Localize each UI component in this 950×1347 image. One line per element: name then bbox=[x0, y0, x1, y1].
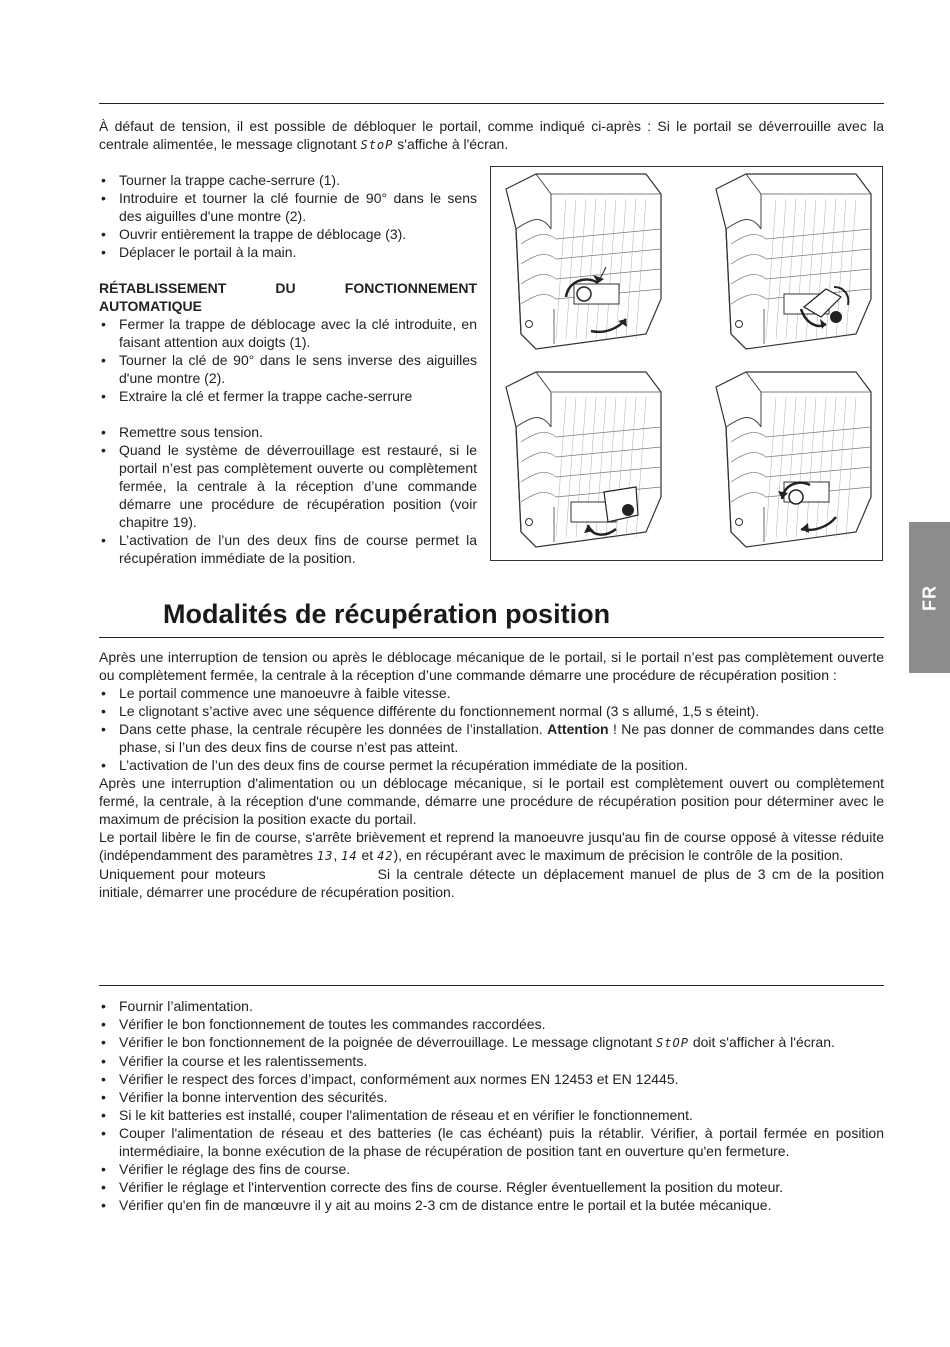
top-rule bbox=[99, 103, 884, 104]
restore-section bbox=[99, 279, 477, 567]
restore-title bbox=[99, 279, 477, 315]
list-item: • Vérifier le bon fonctionnement de toutes les commandes raccordées. bbox=[99, 1015, 884, 1033]
restore-title-line2: AUTOMATIQUE bbox=[99, 298, 202, 314]
check-text-after: doit s'afficher à l'écran. bbox=[692, 1034, 835, 1050]
list-item: • Le portail commence une manoeuvre à faible vitesse. bbox=[99, 684, 884, 702]
and-word: et bbox=[361, 847, 374, 863]
panel-2 bbox=[716, 174, 871, 349]
list-item: • Vérifier qu'en fin de manœuvre il y ait au moins 2-3 cm de distance entre le portail et la butée mécanique. bbox=[99, 1196, 884, 1214]
section-body bbox=[99, 648, 884, 901]
unlock-steps-list bbox=[99, 171, 477, 261]
list-item: • Tourner la clé de 90° dans le sens inverse des aiguilles d'une montre (2). bbox=[99, 351, 477, 387]
list-item: • Fournir l’alimentation. bbox=[99, 997, 884, 1015]
language-tab-label: FR bbox=[919, 584, 939, 611]
list-item: • L’activation de l’un des deux fins de course permet la récupération immédiate de la position. bbox=[99, 756, 884, 774]
panel-1 bbox=[506, 174, 661, 349]
list-item: • Vérifier la bonne intervention des sécurités. bbox=[99, 1088, 884, 1106]
panel-4 bbox=[716, 372, 871, 547]
list-item: • Si le kit batteries est installé, couper l'alimentation de réseau et en vérifier le fonctionnement. bbox=[99, 1106, 884, 1124]
list-item: • Remettre sous tension. bbox=[99, 423, 477, 441]
panel-3 bbox=[506, 372, 661, 547]
intro-text-before: À défaut de tension, il est possible de débloquer le portail, comme indiqué ci-après : Si le portail se déverrouille avec la centrale alimentée, le message clignotant bbox=[99, 118, 884, 152]
bullet-text-after: ! Ne pas donner de commandes dans cette phase, si l’un des deux fins de course n’est pas atteint. bbox=[119, 721, 885, 755]
list-item: • Déplacer le portail à la main. bbox=[99, 243, 477, 261]
restore-steps-a bbox=[99, 315, 477, 405]
stop-code: StoP bbox=[360, 138, 394, 152]
checks-list bbox=[99, 997, 884, 1214]
list-item: • Couper l'alimentation de réseau et des batteries (le cas échéant) puis la rétablir. Vérifier, à portail fermée en position intermédiaire, la bonne exécution de la phase de récupération de position tant en ouverture qu'en fermeture. bbox=[99, 1124, 884, 1160]
para4-start: Uniquement pour moteurs bbox=[99, 866, 266, 882]
param-code-2: 14 bbox=[341, 849, 358, 863]
unlock-steps bbox=[99, 171, 477, 261]
list-item: • Vérifier le réglage des fins de course. bbox=[99, 1160, 884, 1178]
para3-after: ), en récupérant avec le maximum de précision le contrôle de la position. bbox=[393, 847, 844, 863]
list-item: • Quand le système de déverrouillage est restauré, si le portail n’est pas complètement ouverte ou complètement fermée, la centrale à la réception d’une commande démarre une procédure de récupération position (voir chapitre 19). bbox=[99, 441, 477, 531]
section-rule bbox=[99, 637, 884, 638]
param-code-1: 13 bbox=[316, 849, 334, 863]
list-item: • Vérifier la course et les ralentissements. bbox=[99, 1052, 884, 1070]
unlock-illustration-drawing bbox=[491, 167, 882, 560]
param-code-3: 42 bbox=[377, 849, 394, 863]
list-item bbox=[99, 1033, 884, 1052]
section-para1: Après une interruption de tension ou après le déblocage mécanique de le portail, si le portail n’est pas complètement ouverte ou complètement fermée, la centrale à la réception d’une commande démarre une procédure de récupération position : bbox=[99, 649, 884, 683]
section-bullets bbox=[99, 684, 884, 774]
stop-code-2: StOP bbox=[656, 1036, 689, 1050]
section-para4 bbox=[99, 865, 884, 901]
list-item: • Extraire la clé et fermer la trappe cache-serrure bbox=[99, 387, 477, 405]
para4-rest: Si la centrale détecte un déplacement manuel de plus de 3 cm de la position initiale, démarrer une procédure de récupération position. bbox=[99, 866, 884, 900]
check-text-before: Vérifier le bon fonctionnement de la poignée de déverrouillage. Le message clignotant bbox=[119, 1034, 653, 1050]
list-item: • Tourner la trappe cache-serrure (1). bbox=[99, 171, 477, 189]
list-item: • L’activation de l’un des deux fins de course permet la récupération immédiate de la position. bbox=[99, 531, 477, 567]
intro-paragraph bbox=[99, 117, 884, 154]
list-item: • Fermer la trappe de déblocage avec la clé introduite, en faisant attention aux doigts (1). bbox=[99, 315, 477, 351]
restore-title-line1: RÉTABLISSEMENT DU FONCTIONNEMENT bbox=[99, 280, 477, 296]
list-item bbox=[99, 720, 884, 756]
list-item: • Le clignotant s’active avec une séquence différente du fonctionnement normal (3 s allumé, 1,5 s éteint). bbox=[99, 702, 884, 720]
section-para2: Après une interruption d'alimentation ou un déblocage mécanique, si le portail est complètement ouvert ou complètement fermé, la centrale, à la réception d'une commande, démarre une procédure de récupération position pour déterminer avec le maximum de précision la position exacte du portail. bbox=[99, 775, 884, 827]
list-item: • Introduire et tourner la clé fournie de 90° dans le sens des aiguilles d'une montre (2). bbox=[99, 189, 477, 225]
list-item: • Vérifier le réglage et l'intervention correcte des fins de course. Régler éventuellement la position du moteur. bbox=[99, 1178, 884, 1196]
section-title: Modalités de récupération position bbox=[163, 599, 611, 629]
attention-label: Attention bbox=[547, 721, 609, 737]
unlock-illustration bbox=[490, 166, 883, 561]
section-para3: Le portail libère le fin de course, s'arrête brièvement et reprend la manoeuvre jusqu'au fin de course opposé à vitesse réduite (indépendamment des paramètres 13, 14 et 42), en récupérant avec le maximum de précision le contrôle de la position. bbox=[99, 829, 884, 863]
para3-before: Le portail libère le fin de course, s'arrête brièvement et reprend la manoeuvre jusqu'au fin de course opposé à vitesse réduite (indépendamment des paramètres bbox=[99, 829, 884, 863]
restore-steps-b bbox=[99, 423, 477, 567]
list-item: • Ouvrir entièrement la trappe de déblocage (3). bbox=[99, 225, 477, 243]
checks-rule bbox=[99, 985, 884, 986]
checks-section bbox=[99, 997, 884, 1214]
language-tab bbox=[909, 522, 950, 673]
intro-text-after: s'affiche à l'écran. bbox=[397, 136, 509, 152]
bullet-text-before: Dans cette phase, la centrale récupère les données de l’installation. bbox=[119, 721, 543, 737]
list-item: • Vérifier le respect des forces d’impact, conformément aux normes EN 12453 et EN 12445. bbox=[99, 1070, 884, 1088]
